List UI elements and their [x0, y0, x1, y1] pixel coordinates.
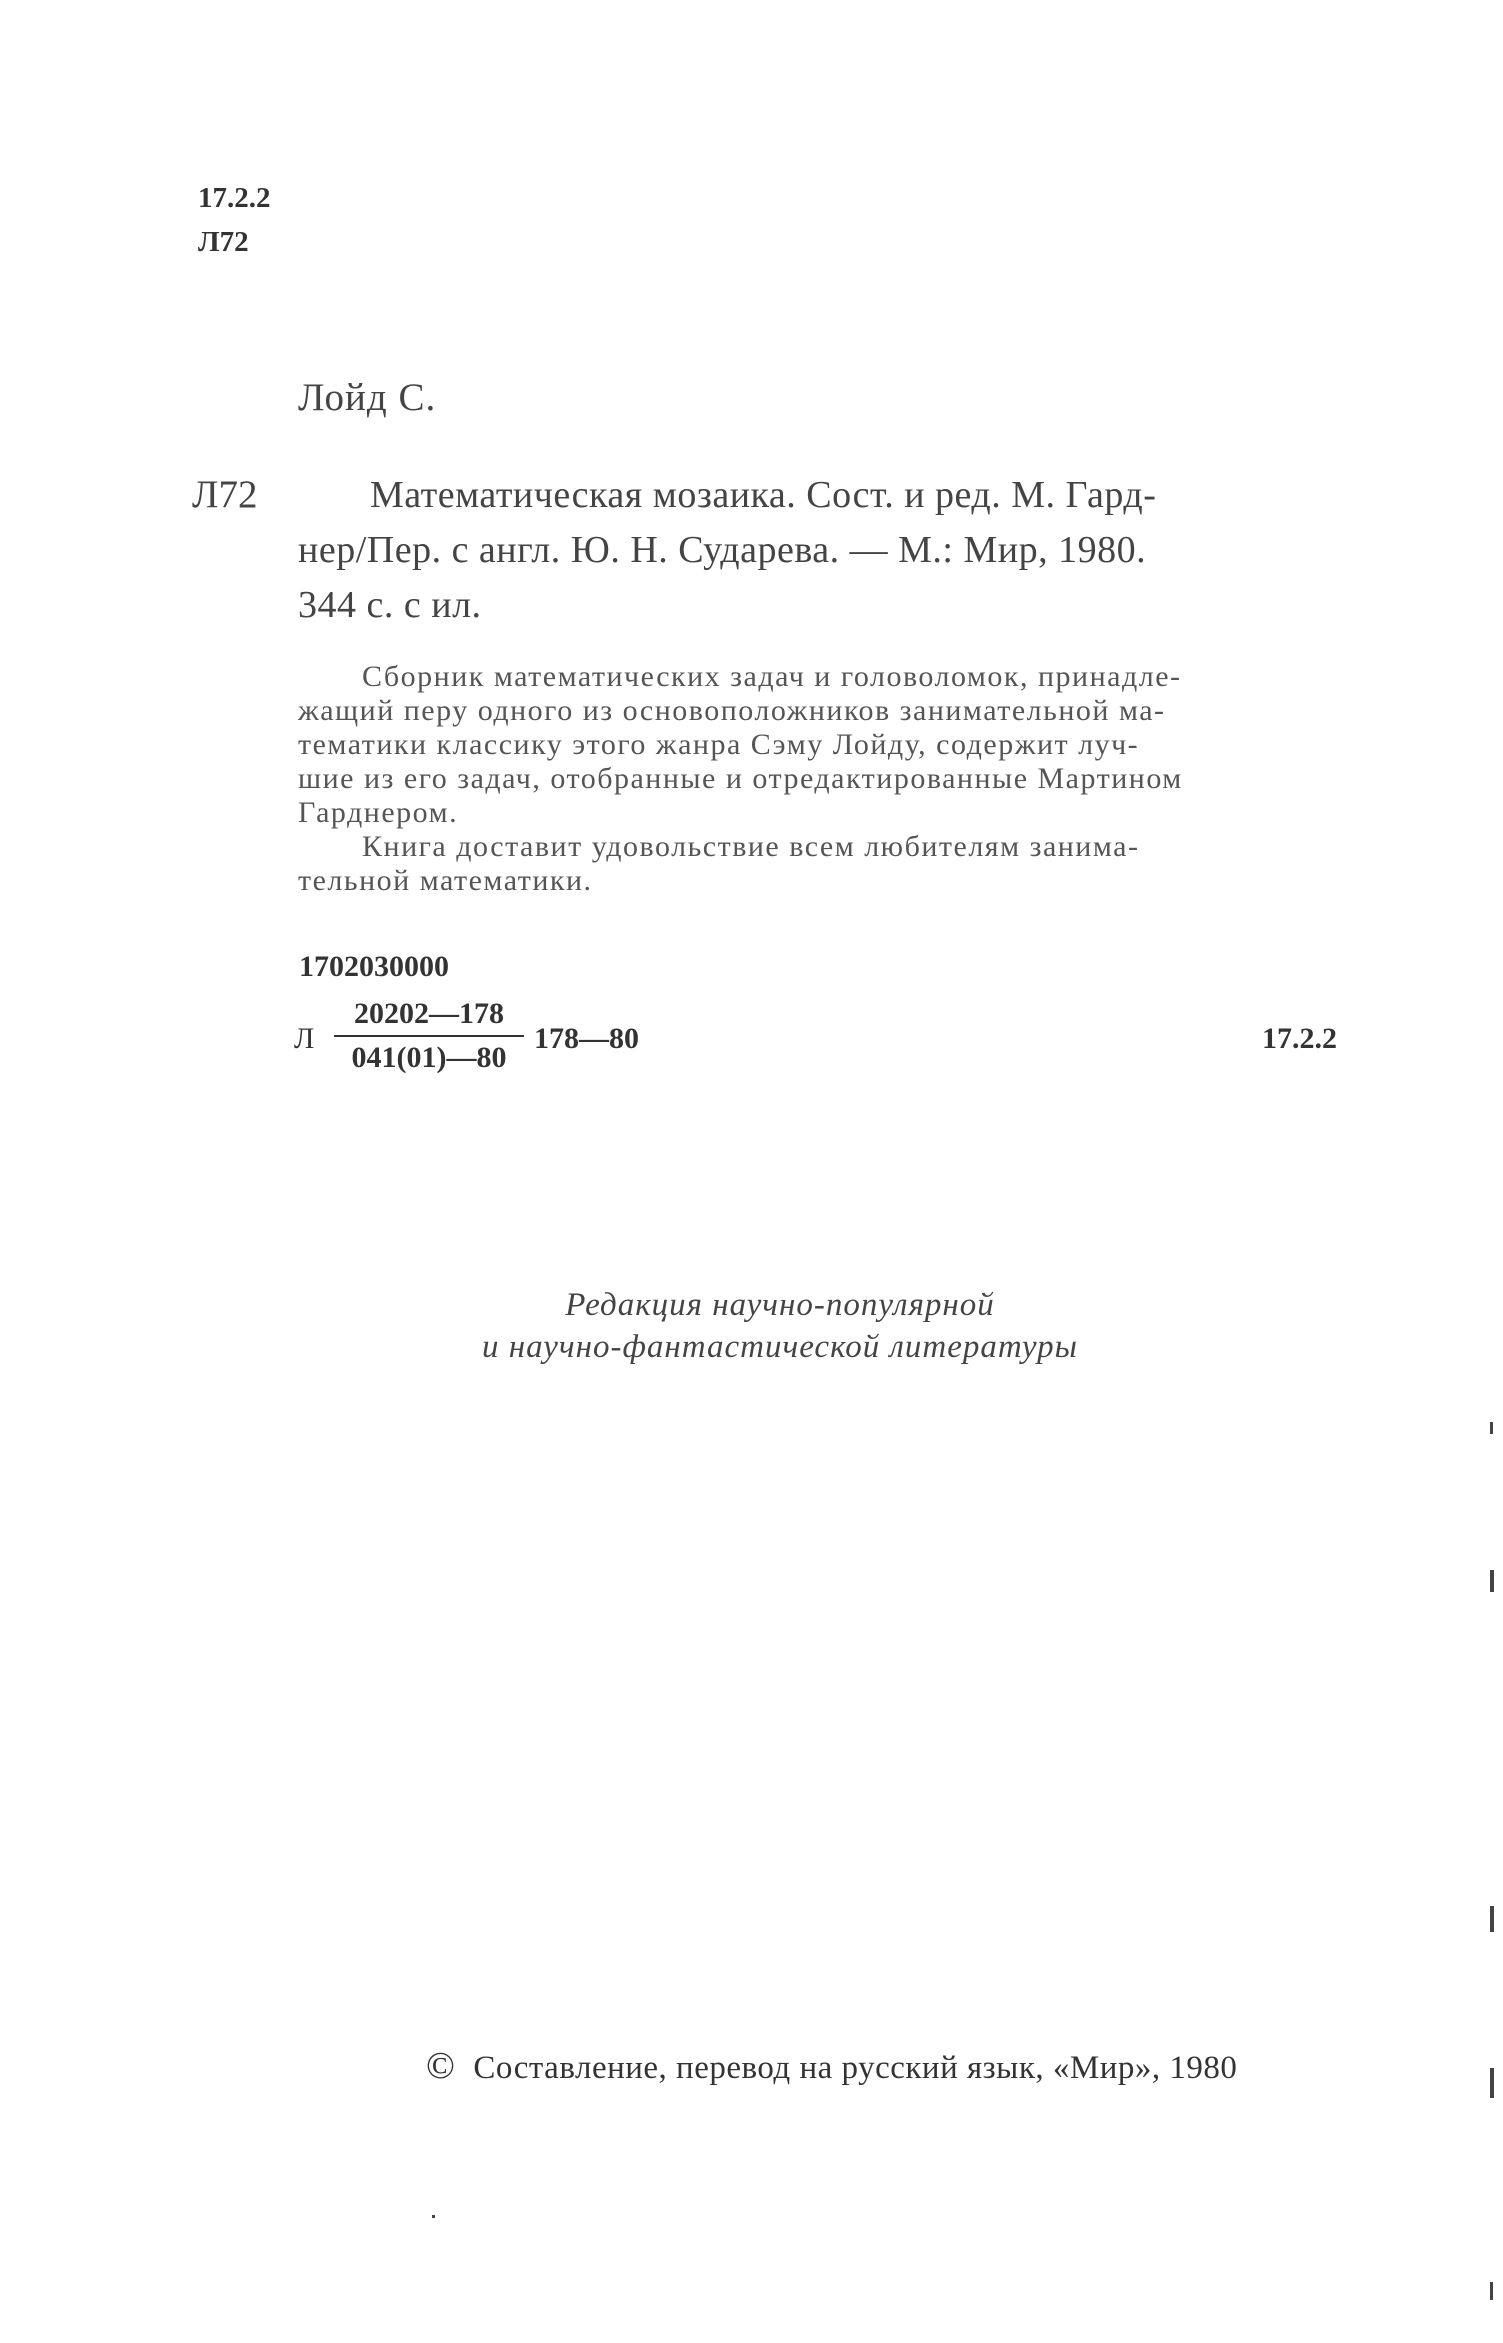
biblio-line: Математическая мозаика. Сост. и ред. М. Гард-: [370, 474, 1157, 516]
annotation-line: шие из его задач, отобранные и отредактированные Мартином: [298, 762, 1183, 795]
author-mark: Л72: [198, 226, 249, 258]
annotation-line: Гарднером.: [298, 796, 459, 829]
fraction-numerator: 20202—178: [354, 997, 504, 1030]
udc-block: [198, 176, 271, 264]
annotation-line: тельной математики.: [298, 864, 593, 897]
catalog-number: 1702030000: [299, 950, 449, 983]
scan-speck: [1490, 1422, 1493, 1434]
fraction-bar: [334, 1035, 524, 1037]
udc-code: 17.2.2: [198, 182, 271, 214]
author-name: Лойд С.: [298, 376, 437, 419]
price-code-suffix: 178—80: [534, 1022, 639, 1055]
edition-line: Редакция научно-популярной: [565, 1287, 995, 1323]
scan-speck: [1490, 1906, 1494, 1932]
biblio-line: нер/Пер. с англ. Ю. Н. Сударева. — М.: Мир, 1980.: [298, 529, 1147, 571]
fraction-denominator: 041(01)—80: [351, 1041, 507, 1074]
annotation-line: тематики классику этого жанра Сэму Лойду, содержит луч-: [298, 728, 1140, 761]
udc-code-right: 17.2.2: [1262, 1022, 1337, 1055]
edition-line: и научно-фантастической литературы: [482, 1329, 1078, 1365]
copyright-text: Составление, перевод на русский язык, «Мир», 1980: [473, 2050, 1238, 2086]
copyright-notice: [426, 2044, 1237, 2088]
annotation-line: жащий перу одного из основоположников занимательной ма-: [298, 694, 1166, 727]
price-code-letter: Л: [294, 1022, 315, 1055]
author-mark-left: Л72: [192, 473, 258, 516]
editorial-office: [400, 1284, 1160, 1368]
biblio-line: 344 с. с ил.: [298, 584, 482, 626]
annotation-line: Книга доставит удовольствие всем любителям занима-: [362, 830, 1140, 863]
annotation-line: Сборник математических задач и головоломок, принадле-: [362, 660, 1182, 693]
scan-speck: [1490, 2282, 1493, 2300]
scan-speck: [1490, 1570, 1494, 1592]
copyright-icon: ©: [426, 2045, 456, 2087]
price-code-fraction: [334, 995, 524, 1077]
annotation: [298, 660, 1354, 898]
scan-speck: [1490, 2068, 1494, 2098]
bibliographic-entry: [298, 468, 1354, 633]
scan-speck: [432, 2215, 435, 2218]
